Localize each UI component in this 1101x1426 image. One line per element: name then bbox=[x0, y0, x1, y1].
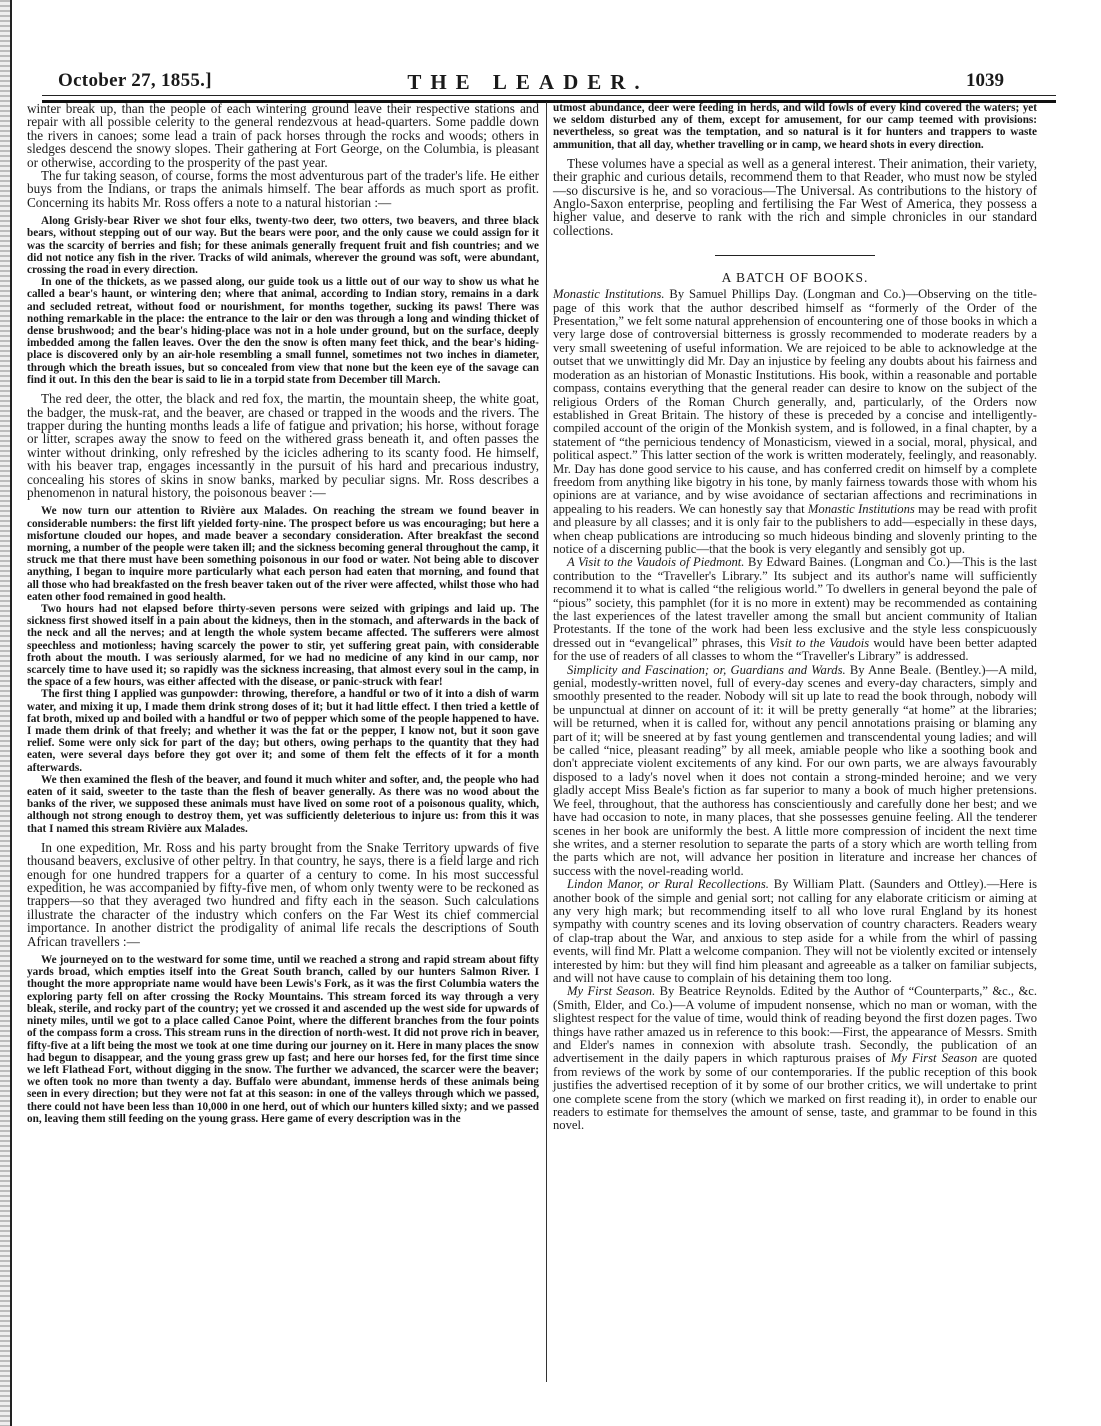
quotation-salmon-river bbox=[27, 954, 539, 1125]
quote-paragraph: Along Grisly-bear River we shot four elks, twenty-two deer, two otters, two beavers, and three black bears, without stepping out of our way. But the bears were poor, and the only cause we could assign for it was the scarcity of berries and fish; for these animals generally frequent fruit and fish countries; and we did not notice any fish in the river. Tracks of wild animals, wherever the ground was soft, were abundant, crossing the road in every direction. bbox=[27, 215, 539, 277]
review-text: would have been better adapted for the use of readers of all classes to whom the “Traveller's Library” is addressed. bbox=[553, 635, 1037, 664]
review-text: By Samuel Phillips Day. (Longman and Co.)—Observing on the title-page of this work that the author described himself as “formerly of the Order of the Presentation,” we felt some natural apprehension of encountering one of those books in which a very large dose of controversial bitterness is grossly recommended to moderate readers by a very small sweetening of useful information. We are rejoiced to be able to acknowledge at the outset that we unwittingly did Mr. Day an injustice by feeling any doubts about his fairness and moderation as an historian of Monastic Institutions. His book, within a reasonable and portable compass, contains everything that the general reader can desire to know on the subject of the religious Orders of the Roman Church generally, and, particularly, of the Orders now established in Great Britain. The history of these is preceded by a concise and intelligently-compiled account of the origin of the Monkish system, and is followed, in a final chapter, by a statement of “the pernicious tendency of Monasticism, viewed in a social, moral, physical, and political aspect.” This latter section of the work is written moderately, feelingly, and reasonably. Mr. Day has done good service to his cause, and has conferred credit on himself by a complete freedom from anything like bigotry in his tone, by manly fairness towards those with whom his opinions are at variance, and by wise avoidance of sectarian affections and recriminations in appealing to his readers. We can honestly say that bbox=[553, 287, 1037, 516]
review-text: By Beatrice Reynolds. Edited by the Author of “Counterparts,” &c., &c. (Smith, Elder, and Co.)—A volume of impudent nonsense, which no man or woman, with the slightest respect for the value of time, would think of reading beyond the first dozen pages. Two things have rather amazed us in reference to this book:—First, the appearance of Messrs. Smith and Elder's names in connexion with absolute trash. Secondly, the publication of an advertisement in the daily papers in which rapturous praises of bbox=[553, 984, 1037, 1066]
book-review bbox=[553, 878, 1037, 985]
section-divider bbox=[715, 255, 875, 256]
book-review bbox=[553, 556, 1037, 663]
paragraph: The red deer, the otter, the black and red fox, the martin, the mountain sheep, the white goat, the badger, the musk-rat, and the beaver, are chased or trapped in the woods and the rivers. The trapper during the hunting months leads a life of fatigue and privation; his horse, without forage or litter, scrapes away the snow to feed on the withered grass beneath it, and often passes the winter without drinking, only refreshed by the icicles adhering to its scanty food. He himself, with his beaver trap, engages incessantly in the pursuit of his hard and precarious industry, concealing his stores of skins in snow banks, marked by peculiar signs. Mr. Ross describes a phenomenon in natural history, the poisonous beaver :— bbox=[27, 391, 539, 500]
page-binding-edge bbox=[0, 0, 12, 1426]
book-title: A Visit to the Vaudois of Piedmont. bbox=[567, 555, 745, 570]
book-title-inline: Visit to the Vaudois bbox=[769, 635, 870, 650]
quote-paragraph: Two hours had not elapsed before thirty-seven persons were seized with gripings and laid up. The sickness first showed itself in a pain about the kidneys, then in the stomach, and afterwards in the back of the neck and all the nerves; and at length the whole system became affected. The sufferers were almost speechless and motionless; having scarcely the power to stir, yet suffering great pain, with considerable froth about the mouth. I was seriously alarmed, for we had no medicine of any kind in our camp, nor scarcely time to have used it; so rapidly was the sickness increasing, that almost every soul in the camp, in the space of a few hours, was either affected with the disease, or panic-struck with fear! bbox=[27, 602, 539, 689]
quote-paragraph-continued: utmost abundance, deer were feeding in herds, and wild fowls of every kind covered the waters; yet we seldom disturbed any of them, except for amusement, for our camp teemed with provisions: nevertheless, so great was the temptation, and so natural is it for hunters and trappers to waste ammunition, that all day, whether travelling or in camp, we heard shots in every direction. bbox=[553, 102, 1037, 151]
paragraph: winter break up, than the people of each wintering ground leave their respective stations and repair with all possible celerity to the general rendezvous at head-quarters. Some paddle down the rivers in canoes; some lead a train of pack horses through the rocks and woods; others in sledges descend the snowy slopes. Their gathering at Fort George, on the Columbia, is pleasant or otherwise, according to the prosperity of the past year. bbox=[27, 101, 539, 170]
paragraph: In one expedition, Mr. Ross and his party brought from the Snake Territory upwards of five thousand beavers, exclusive of other peltry. In that country, he says, there is a field large and rich enough for one hundred trappers for a quarter of a century to come. In his most successful expedition, he was accompanied by fifty-five men, of whom only twenty were to be reckoned as trappers—so that they averaged two hundred and fifty each in the season. Such calculations illustrate the character of the industry which confers on the Far West its chief commercial importance. In another district the prodigality of animal life recals the descriptions of South African travellers :— bbox=[27, 839, 539, 949]
book-title: Lindon Manor, or Rural Recollections. bbox=[567, 877, 769, 892]
review-text: may be read with profit and pleasure by all classes; and it is only fair to the publishers to add—especially in these days, when cheap publications are introducing so much hideous binding and slovenly printing to the notice of a discerning public—that the book is very elegantly and sensibly got up. bbox=[553, 501, 1037, 556]
book-title-inline: Monastic Institutions bbox=[807, 501, 915, 516]
review-text: By Edward Baines. (Longman and Co.)—This is the last contribution to the “Traveller's Library.” Its subject and its author's name will sufficiently recommend it to what is called “the religious world.” To dwellers in general beyond the pale of “pious” society, this pamphlet (for it is no more in extent) may be recommended as containing the last experiences of the latest traveller among the small but ancient community of Italian Protestants. If the tone of the work had been less exclusive and the style less conspicuously dressed out in “evangelical” phrases, this bbox=[553, 555, 1037, 650]
quote-paragraph: We journeyed on to the westward for some time, until we reached a strong and rapid stream about fifty yards broad, which empties itself into the Great South branch, called by our hunters Salmon River. I thought the more appropriate name would have been Lewis's Fork, as it was the first Columbia waters the exploring party fell on after crossing the Rocky Mountains. This stream forced its way through a very bleak, sterile, and rocky part of the country; yet we crossed it and ascended up the west side for upwards of ninety miles, until we got to a place called Canoe Point, where the different branches from the four points of the compass form a cross. This stream runs in the direction of north-west. It did not prove rich in beaver, fifty-five at a lift being the most we took at one time during our journey on it. Here in many places the snow had begun to disappear, and the young grass grew up fast; and here our horses fed, for the first time since we left Flathead Fort, without digging in the snow. The further we advanced, the scarcer were the beaver; we often took no more than twenty a day. Buffalo were abundant, immense herds of these animals being seen in every direction; but they were not fat at this season: in one of the valleys through which we passed, there could not have been less than 10,000 in one herd, out of which our hunters killed sixty; and we passed on, leaving them still feeding on the young grass. Here game of every description was in the bbox=[27, 954, 539, 1125]
quotation-poisonous-beaver bbox=[27, 505, 539, 834]
book-title: Simplicity and Fascination; or, Guardians and Wards. bbox=[567, 662, 846, 677]
paragraph: The fur taking season, of course, forms the most adventurous part of the trader's life. He either buys from the Indians, or traps the animals himself. The bear affords as much sport as profit. Concerning its habits Mr. Ross offers a note to a natural historian :— bbox=[27, 168, 539, 210]
quote-paragraph: We then examined the flesh of the beaver, and found it much whiter and softer, and, the people who had eaten of it said, sweeter to the taste than the flesh of beaver generally. As there was no wood about the banks of the river, we supposed these animals must have lived on some root of a poisonous quality, which, although not strong enough to destroy them, yet was sufficiently deleterious to injure us: from this it was that I named this stream Rivière aux Malades. bbox=[27, 773, 539, 835]
review-text: By William Platt. (Saunders and Ottley).—Here is another book of the simple and genial sort; not calling for any elaborate criticism or aiming at any very high mark; but recommending itself to all who love rural England by its honest sympathy with country scenes and its loving observation of country characters. Readers weary of clap-trap about the War, and anxious to step aside for a while from the whirl of passing events, will find Mr. Platt a welcome companion. They will not be violently excited or intensely interested by him: but they will find him pleasant and agreeable as a talker on familiar subjects, and will not have cause to complain of his detaining them too long. bbox=[553, 877, 1037, 985]
quote-paragraph: The first thing I applied was gunpowder: throwing, therefore, a handful or two of it into a dish of warm water, and mixing it up, I made them drink strong doses of it; but it had little effect. I then tried a kettle of fat broth, mixed up and boiled with a handful or two of pepper which some of the people happened to have. I made them drink of that freely; and whether it was the fat or the pepper, I know not, but it soon gave relief. Some were only sick for part of the day; but others, owing perhaps to the quantity that they had eaten, were several days before they got over it; and some of them felt the effects of it for a month afterwards. bbox=[27, 688, 539, 774]
quotation-bear bbox=[27, 215, 539, 386]
quote-paragraph: In one of the thickets, as we passed along, our guide took us a little out of our way to show us what he called a bear's haunt, or wintering den; where that animal, according to Indian story, remains in a dark and secluded retreat, without food or nourishment, for months together, sucking its paws! There was nothing remarkable in the place: the entrance to the lair or den was through a long and winding thicket of dense brushwood; and the bear's hiding-place was not in a hole under ground, but on the surface, deeply imbedded among the fallen leaves. Over the den the snow is often many feet thick, and the bear's hiding-place is discovered only by an air-hole resembling a small funnel, sometimes not two inches in diameter, through which the breath issues, but so concealed from view that none but the keen eye of the savage can find it out. In this den the bear is said to lie in a torpid state from December till March. bbox=[27, 276, 539, 386]
paragraph: These volumes have a special as well as a general interest. Their animation, their variety, their graphic and curious details, recommend them to that Reader, who must now be styled—so discursive is he, and so voracious—The Universal. As contributions to the history of Anglo-Saxon enterprise, peopling and fertilising the Far West of America, they possess a higher value, and deserve to rank with the rich and simple chronicles in our standard collections. bbox=[553, 155, 1037, 238]
review-text: are quoted from reviews of the work by some of our contemporaries. If the public reception of this book justifies the advertised reception of it by some of our brother critics, we will undertake to print one complete scene from the story (which we marked on first reading it), in order to enable our readers to estimate for themselves the amount of sense, taste, and grammar to be found in this novel. bbox=[553, 1051, 1037, 1133]
page-number: 1039 bbox=[966, 70, 1004, 91]
book-review bbox=[553, 985, 1037, 1132]
left-column bbox=[27, 102, 539, 1402]
review-text: By Anne Beale. (Bentley.)—A mild, genial, modestly-written novel, full of every-day scenes and every-day characters, simply and smoothly presented to the reader. Nobody will sit up late to read the book through, nobody will be unpunctual at dinner on account of it: it will be pretty generally “at home” at the libraries; will be returned, when it is called for, without any pencil annotations praising or blaming any part of it; will be sneered at by fast young gentlemen and transcendental young ladies; and will be called “nice, pleasant reading” by all meek, amiable people who like a soothing book and don't appreciate violent excitements of any kind. For our own parts, we are always favourably disposed to a lady's novel when it does not contain a strong-minded heroine; and we very gladly accept Miss Beale's fiction as far superior to many a book of much higher pretensions. We feel, throughout, that the authoress has conscientiously and carefully done her best; and we have had occasion to note, in many places, that she possesses genuine feeling. All the tenderer scenes in her book are uniformly the best. A little more compression of incident the next time she writes, and a sterner resolution to separate the parts of a story which are worth telling from the parts which are not, will advance her position in literature and increase her chances of success with the novel-reading world. bbox=[553, 662, 1037, 878]
book-title-inline: My First Season bbox=[890, 1051, 978, 1066]
book-title: My First Season. bbox=[567, 984, 656, 999]
section-heading: A BATCH OF BOOKS. bbox=[721, 270, 869, 286]
quote-paragraph: We now turn our attention to Rivière aux Malades. On reaching the stream we found beaver in considerable numbers: the first lift yielded forty-nine. The prospect before us was encouraging; but here a misfortune clouded our hopes, and made beaver a secondary consideration. After breakfast the second morning, a number of the people were taken ill; and the sickness becoming general throughout the camp, it struck me that there must have been something poisonous in our food or water. Not being able to discover anything, I began to inquire more particularly what each person had eaten that morning, and found that all those who had breakfasted on the fresh beaver taken out of the river were affected, whilst those who had eaten other food remained in good health. bbox=[27, 505, 539, 603]
book-review bbox=[553, 664, 1037, 879]
issue-date: October 27, 1855.] bbox=[58, 70, 212, 91]
masthead bbox=[42, 70, 1014, 92]
book-review bbox=[553, 288, 1037, 556]
right-column bbox=[553, 102, 1037, 1422]
column-divider bbox=[546, 102, 547, 1382]
publication-title: THE LEADER. bbox=[407, 70, 649, 94]
book-title: Monastic Institutions. bbox=[553, 287, 665, 302]
